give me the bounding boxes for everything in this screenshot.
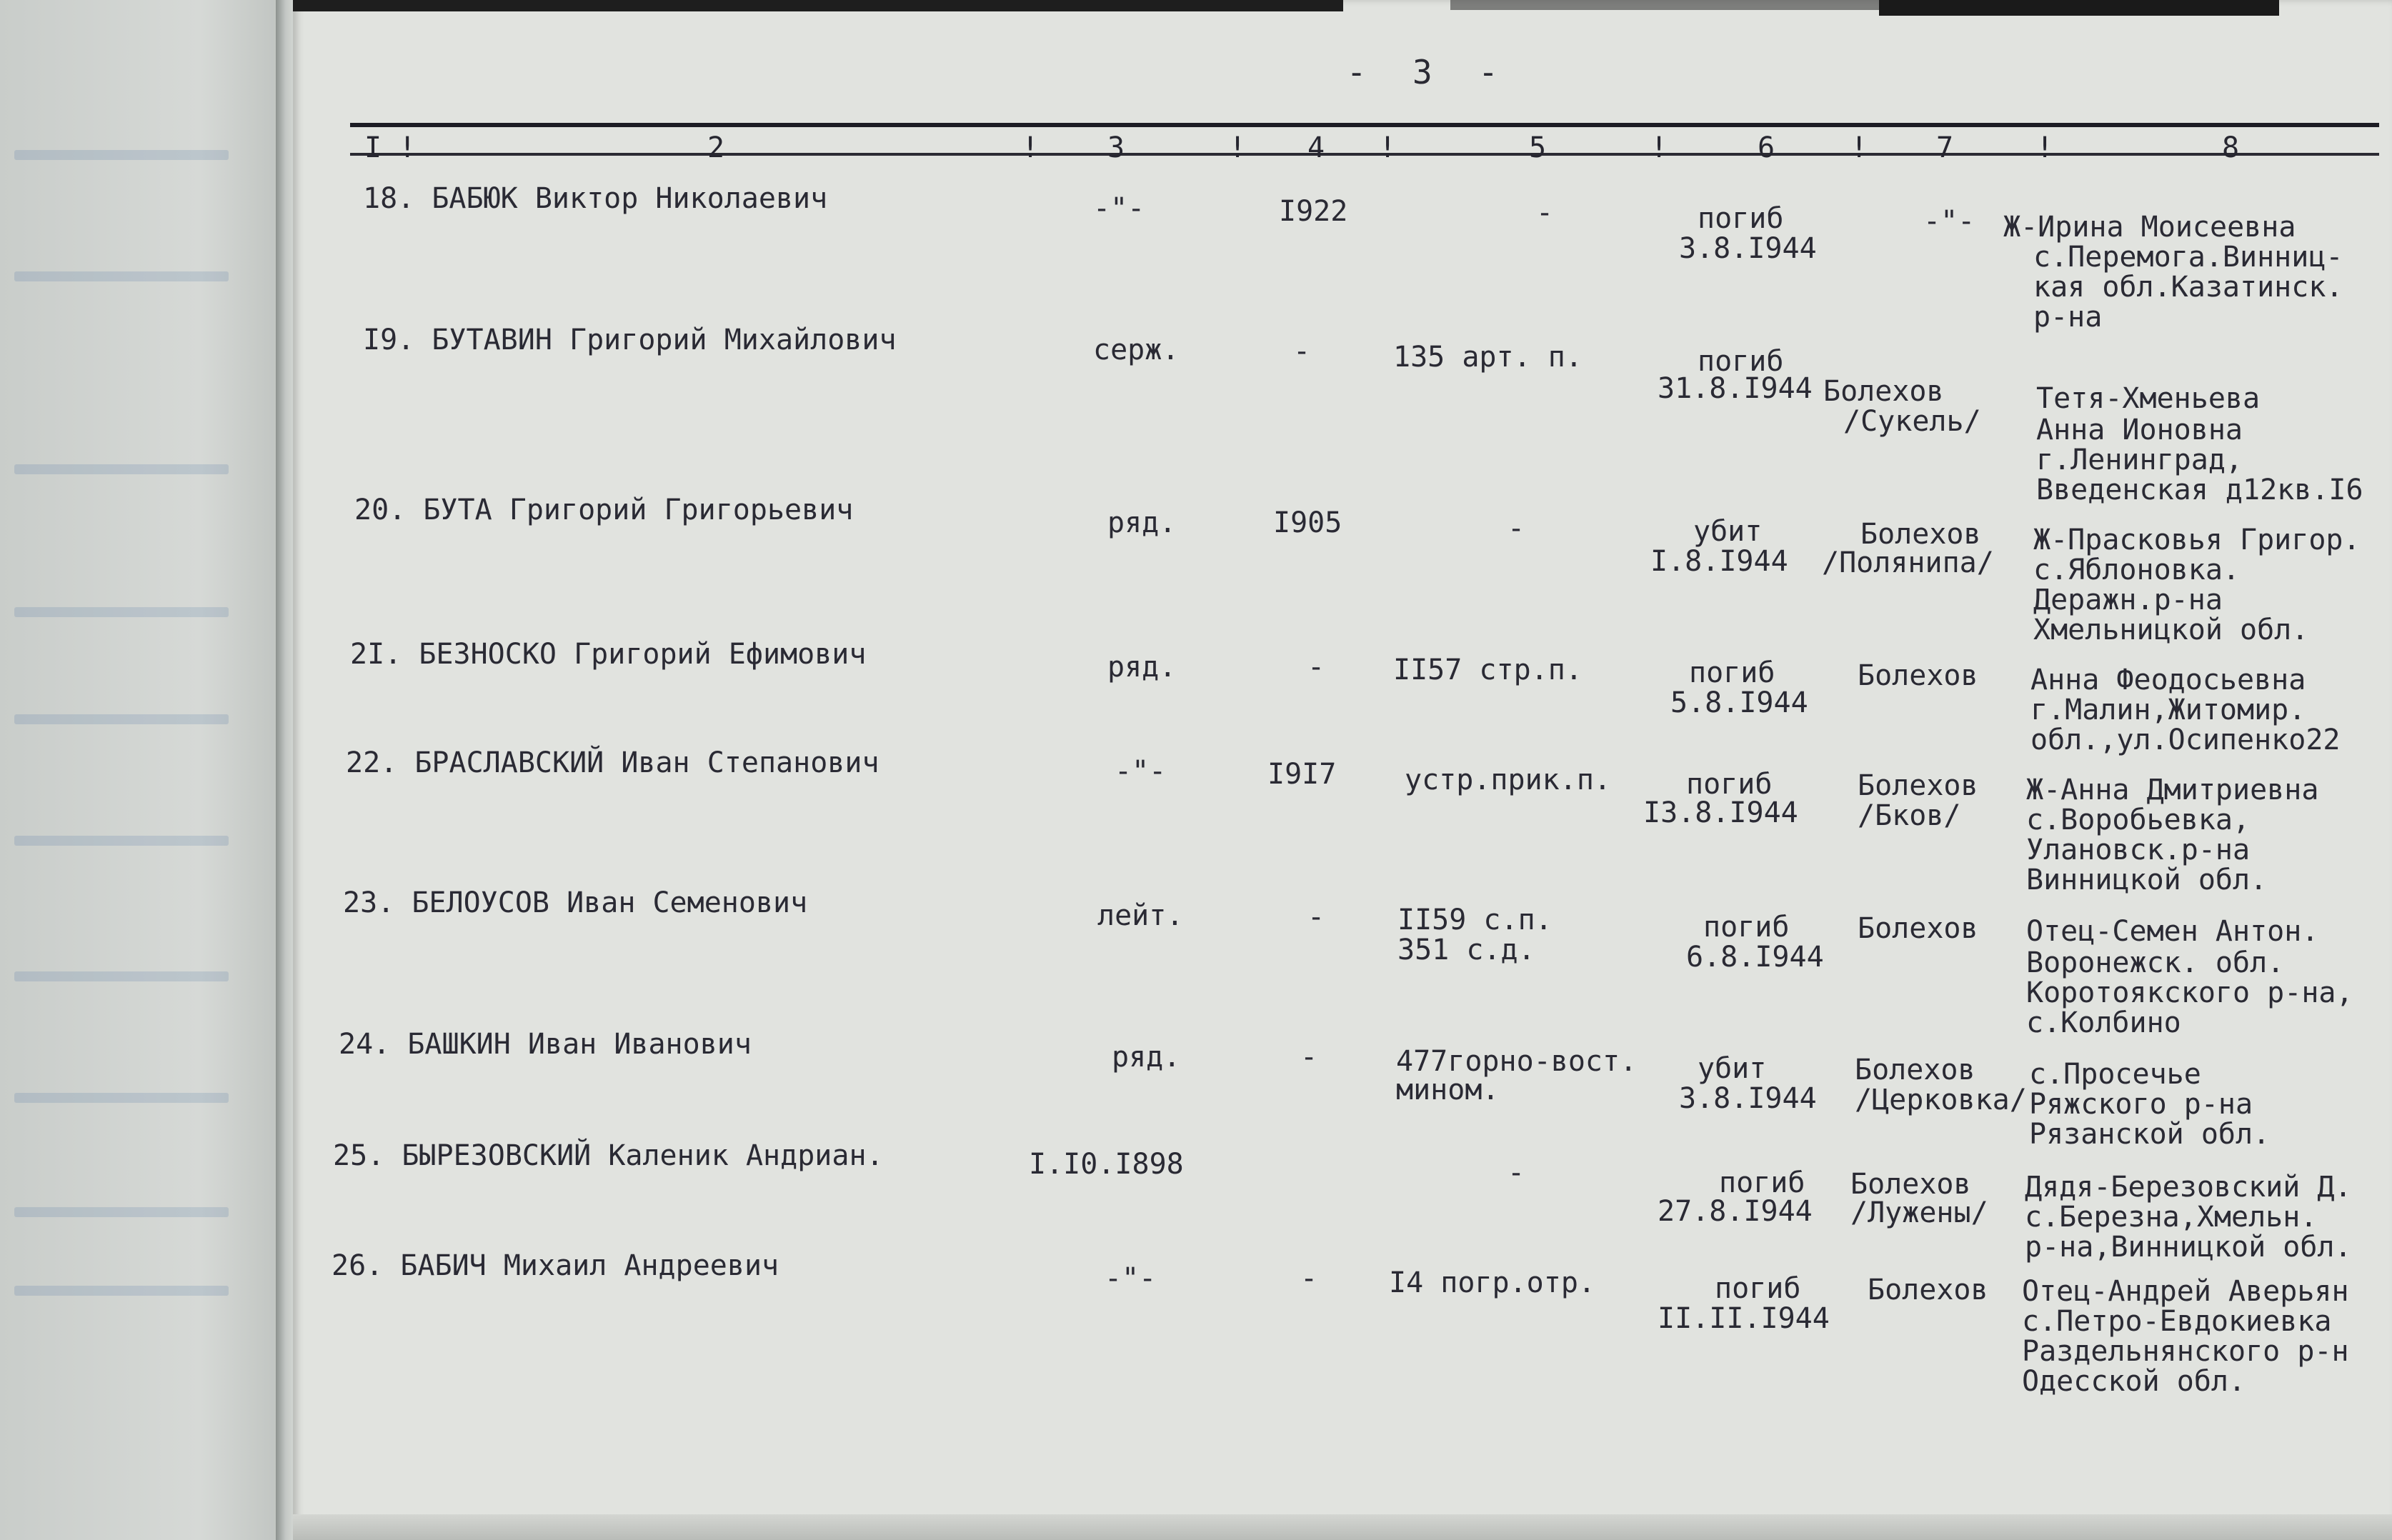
entry-relative-line: Введенская д12кв.I6 — [2036, 474, 2363, 506]
entry-relative-line: с.Березна,Хмельн. — [2025, 1201, 2318, 1234]
entry-name: 20. БУТА Григорий Григорьевич — [354, 494, 854, 526]
col-header-2: 2 — [707, 131, 725, 164]
bleed-through-line — [14, 150, 229, 160]
entry-birth-year: I922 — [1279, 195, 1348, 228]
entry-unit: I4 погр.отр. — [1389, 1266, 1595, 1299]
entry-relative-line: Одесской обл. — [2022, 1365, 2246, 1398]
entry-relative-line: Тетя-Хменьева — [2036, 382, 2261, 415]
entry-date: 3.8.I944 — [1679, 232, 1817, 265]
col-sep: ! — [1022, 131, 1040, 164]
entry-name: 18. БАБЮК Виктор Николаевич — [363, 182, 828, 215]
entry-fate: убит — [1693, 515, 1763, 548]
document-page — [293, 0, 2392, 1540]
entry-relative-line: Ряжского р-на — [2029, 1088, 2253, 1121]
entry-burial-place: Болехов — [1855, 1054, 1975, 1086]
entry-relative-line: Отец-Семен Антон. — [2026, 915, 2319, 948]
entry-birth-year: I905 — [1273, 506, 1342, 539]
col-sep: ! — [2036, 131, 2054, 164]
entry-unit: - — [1536, 196, 1554, 229]
entry-relative-line: Хмельницкой обл. — [2033, 614, 2309, 646]
entry-relative-line: с.Просечье — [2029, 1058, 2201, 1091]
page-number: - 3 - — [1346, 53, 1512, 91]
entry-burial-place: Болехов — [1858, 912, 1978, 945]
entry-unit: - — [1508, 1156, 1525, 1189]
entry-relative-line: г.Ленинград, — [2036, 444, 2243, 476]
entry-fate: погиб — [1719, 1166, 1805, 1199]
entry-relative-line: с.Колбино — [2026, 1006, 2181, 1039]
entry-name: 26. БАБИЧ Михаил Андреевич — [332, 1249, 779, 1282]
entry-relative-line: Ж-Ирина Моисеевна — [2003, 211, 2296, 244]
entry-rank: -"- — [1115, 755, 1167, 788]
entry-birth-year: I9I7 — [1267, 758, 1337, 791]
entry-unit: II59 с.п. — [1397, 904, 1553, 936]
entry-birth-year: - — [1300, 1041, 1318, 1074]
bleed-through-line — [14, 1286, 229, 1296]
entry-relative-line: Дядя-Березовский Д. — [2025, 1171, 2352, 1204]
col-header-3: 3 — [1107, 131, 1125, 164]
entry-rank: серж. — [1093, 334, 1180, 366]
bleed-through-line — [14, 464, 229, 474]
entry-fate: погиб — [1698, 202, 1784, 235]
entry-date: II.II.I944 — [1658, 1302, 1830, 1335]
entry-birth-year: - — [1300, 1262, 1318, 1295]
col-header-4: 4 — [1307, 131, 1325, 164]
top-edge-strip — [293, 0, 1343, 11]
entry-burial-village: /Сукель/ — [1843, 405, 1981, 438]
entry-relative-line: Коротоякского р-на, — [2026, 976, 2353, 1009]
header-bottom-rule — [350, 153, 2379, 156]
entry-date: 3.8.I944 — [1679, 1082, 1817, 1115]
entry-birth-year: - — [1307, 901, 1325, 934]
top-edge-strip — [1879, 0, 2279, 16]
entry-unit: - — [1508, 512, 1525, 545]
entry-fate: погиб — [1689, 656, 1775, 689]
top-edge-strip — [1450, 0, 1879, 10]
entry-relative-line: Винницкой обл. — [2026, 864, 2268, 896]
entry-relative-line: Отец-Андрей Аверьян — [2022, 1275, 2349, 1308]
entry-burial-place: Болехов — [1858, 659, 1978, 692]
entry-relative-line: кая обл.Казатинск. — [2033, 271, 2343, 304]
entry-unit: устр.прик.п. — [1405, 764, 1611, 796]
entry-unit-division: 351 с.д. — [1397, 934, 1535, 966]
entry-name: 2I. БЕЗНОСКО Григорий Ефимович — [350, 638, 867, 671]
entry-relative-line: р-на,Винницкой обл. — [2025, 1231, 2352, 1264]
col-header-6: 6 — [1758, 131, 1775, 164]
bleed-through-line — [14, 1093, 229, 1103]
entry-rank: ряд. — [1107, 506, 1177, 539]
entry-fate: погиб — [1698, 345, 1784, 378]
entry-burial-place: Болехов — [1850, 1168, 1971, 1201]
entry-relative-line: обл.,ул.Осипенко22 — [2030, 724, 2341, 756]
entry-unit: II57 стр.п. — [1393, 654, 1583, 686]
col-header-7: 7 — [1936, 131, 1954, 164]
entry-burial-place: Болехов — [1823, 375, 1944, 408]
entry-fate: погиб — [1715, 1272, 1801, 1305]
entry-birth-year: - — [1293, 335, 1311, 368]
entry-relative-line: Воронежск. обл. — [2026, 946, 2285, 979]
bleed-through-line — [14, 971, 229, 981]
entry-birth-date: I.I0.I898 — [1029, 1148, 1184, 1181]
col-header-1: I ! — [364, 131, 417, 164]
col-sep: ! — [1850, 131, 1868, 164]
entry-relative-line: с.Петро-Евдокиевка — [2022, 1305, 2332, 1338]
entry-name: 25. БЫРЕЗОВСКИЙ Каленик Андриан. — [333, 1139, 884, 1172]
entry-relative-line: с.Яблоновка. — [2033, 554, 2240, 586]
entry-burial-village: /Бков/ — [1858, 799, 1961, 832]
entry-relative-line: Ж-Анна Дмитриевна — [2026, 774, 2319, 806]
col-header-5: 5 — [1529, 131, 1547, 164]
entry-name: 23. БЕЛОУСОВ Иван Семенович — [343, 886, 808, 919]
entry-relative-line: Улановск.р-на — [2026, 834, 2251, 866]
entry-burial-place: Болехов — [1858, 769, 1978, 802]
entry-rank: -"- — [1105, 1262, 1157, 1295]
entry-relative-line: Анна Ионовна — [2036, 414, 2243, 446]
entry-fate: погиб — [1686, 768, 1773, 801]
entry-unit-division: мином. — [1396, 1074, 1500, 1106]
entry-relative-line: Деражн.р-на — [2033, 584, 2223, 616]
page-bottom-edge — [293, 1514, 2392, 1540]
entry-rank: лейт. — [1097, 899, 1184, 932]
entry-date: I3.8.I944 — [1643, 796, 1798, 829]
entry-date: I.8.I944 — [1650, 545, 1788, 578]
col-sep: ! — [1229, 131, 1247, 164]
entry-fate: убит — [1698, 1052, 1767, 1085]
header-top-rule — [350, 123, 2379, 127]
entry-relative-line: Раздельнянского р-н — [2022, 1335, 2349, 1368]
entry-unit: 135 арт. п. — [1393, 341, 1583, 374]
entry-rank: ряд. — [1112, 1041, 1181, 1074]
entry-burial-village: /Полянипа/ — [1822, 546, 1994, 579]
entry-rank: ряд. — [1107, 651, 1177, 684]
entry-burial-village: /Лужены/ — [1850, 1196, 1988, 1229]
col-sep: ! — [1379, 131, 1397, 164]
entry-name: 22. БРАСЛАВСКИЙ Иван Степанович — [346, 746, 879, 779]
entry-name: 24. БАШКИН Иван Иванович — [339, 1028, 752, 1061]
entry-date: 6.8.I944 — [1686, 941, 1824, 974]
left-facing-page — [0, 0, 286, 1540]
entry-relative-line: г.Малин,Житомир. — [2030, 694, 2306, 726]
entry-relative-line: с.Перемога.Винниц- — [2033, 241, 2343, 274]
entry-relative-line: Ж-Прасковья Григор. — [2033, 524, 2361, 556]
bleed-through-line — [14, 607, 229, 617]
entry-rank: -"- — [1093, 192, 1145, 225]
col-header-8: 8 — [2222, 131, 2240, 164]
entry-birth-year: - — [1307, 651, 1325, 684]
bleed-through-line — [14, 271, 229, 281]
entry-fate: погиб — [1703, 911, 1790, 944]
bleed-through-line — [14, 836, 229, 846]
entry-burial-place: Болехов — [1860, 518, 1981, 551]
entry-unit: 477горно-вост. — [1396, 1045, 1638, 1078]
entry-burial-place: Болехов — [1868, 1274, 1988, 1306]
entry-date: 27.8.I944 — [1658, 1195, 1813, 1228]
bleed-through-line — [14, 1207, 229, 1217]
entry-name: I9. БУТАВИН Григорий Михайлович — [363, 324, 897, 356]
col-sep: ! — [1650, 131, 1668, 164]
entry-relative-line: с.Воробьевка, — [2026, 804, 2251, 836]
entry-relative-line: Анна Феодосьевна — [2030, 664, 2306, 696]
bleed-through-line — [14, 714, 229, 724]
entry-relative-line: р-на — [2033, 301, 2103, 334]
entry-burial-village: /Церковка/ — [1855, 1084, 2027, 1116]
entry-date: 31.8.I944 — [1658, 372, 1813, 405]
entry-relative-line: Рязанской обл. — [2029, 1118, 2271, 1151]
entry-date: 5.8.I944 — [1670, 686, 1808, 719]
entry-burial-place: -"- — [1923, 205, 1975, 238]
